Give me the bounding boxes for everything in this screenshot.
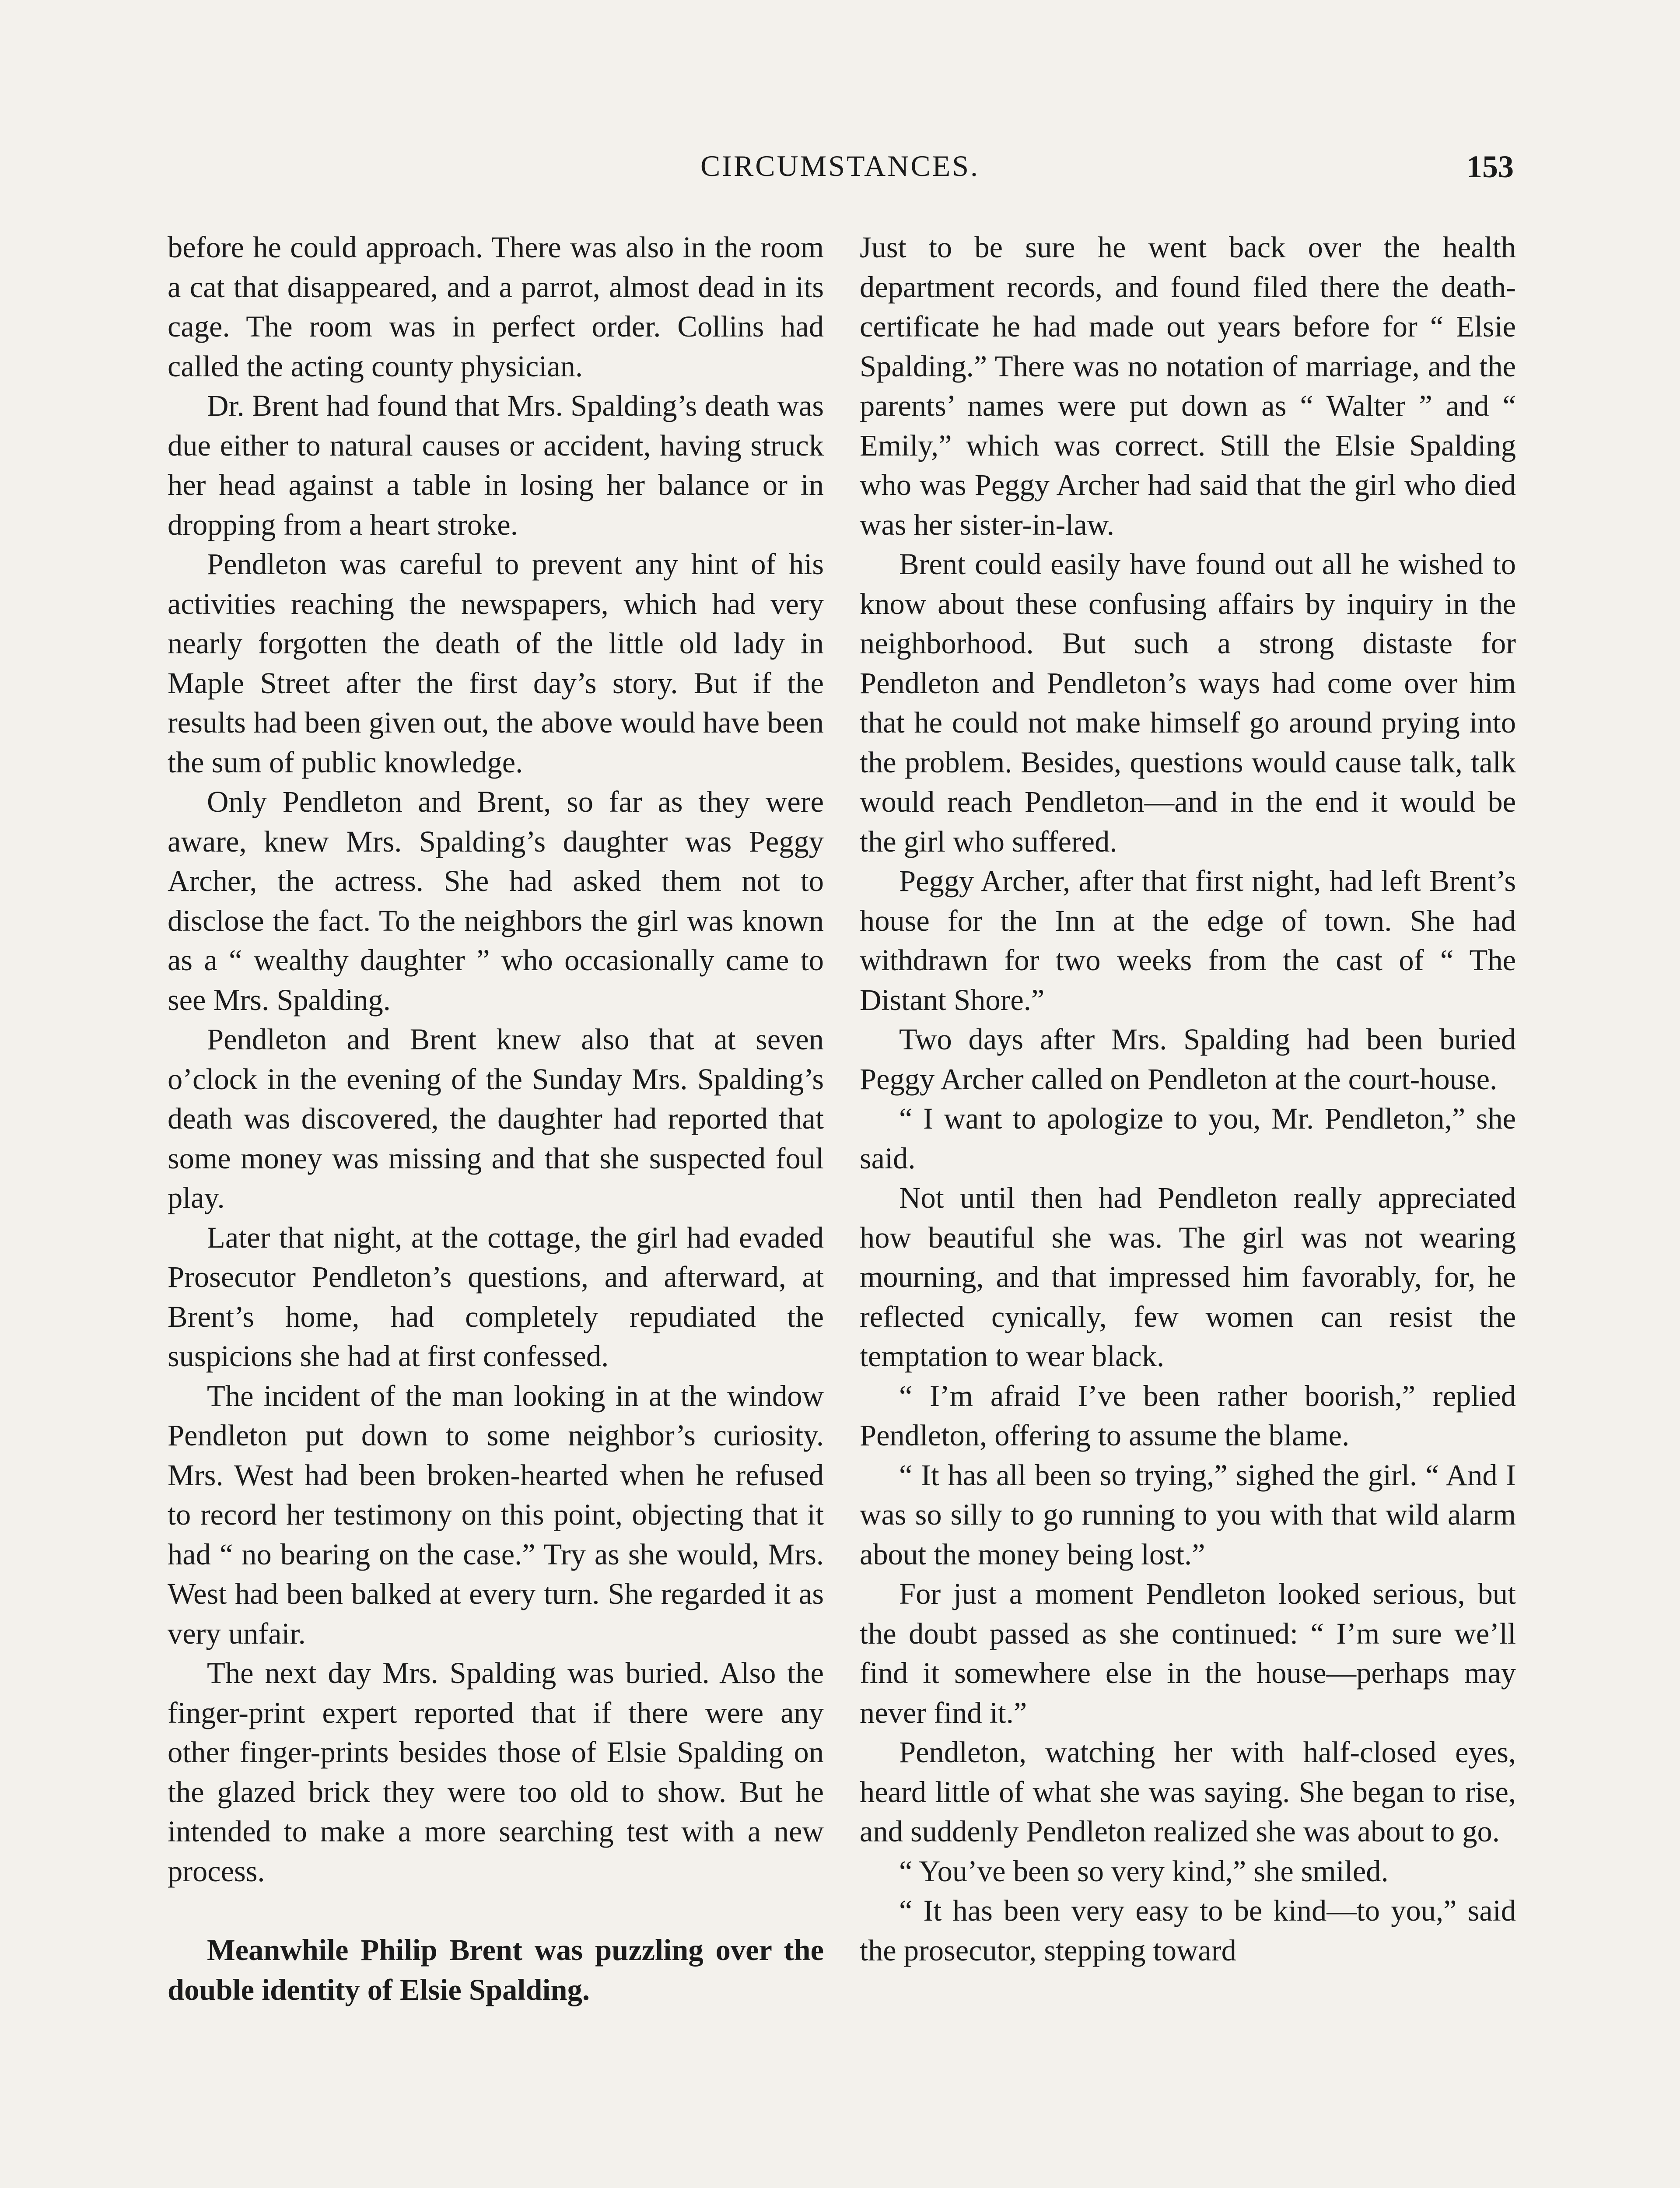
paragraph: Meanwhile Philip Brent was puzzling over the double identity of Elsie Spalding.: [168, 1933, 824, 2006]
paragraph: The incident of the man looking in at the window Pendleton put down to some neighbor’s curiosity. Mrs. West had been broken-hearted when he refused to record her testimony on this point, objecting that it had “ no bearing on the case.” Try as she would, Mrs. West had been balked at every turn. She regarded it as very unfair.: [168, 1379, 824, 1650]
paragraph: For just a moment Pendleton looked serious, but the doubt passed as she continued: “ I’m sure we’ll find it somewhere else in the house—perhaps may never find it.”: [860, 1577, 1516, 1729]
paragraph: “ I’m afraid I’ve been rather boorish,” replied Pendleton, offering to assume the blame.: [860, 1379, 1516, 1452]
paragraph: Pendleton was careful to prevent any hint of his activities reaching the newspapers, which had very nearly forgotten the death of the little old lady in Maple Street after the first day’s story. But if the results had been given out, the above would have been the sum of public knowledge.: [168, 547, 824, 779]
running-head: CIRCUMSTANCES.: [700, 149, 980, 182]
paragraph: Later that night, at the cottage, the girl had evaded Prosecutor Pendleton’s questions, and afterward, at Brent’s home, had completely repudiated the suspicions she had at first confessed.: [168, 1220, 824, 1373]
paragraph: Dr. Brent had found that Mrs. Spalding’s death was due either to natural causes or accident, having struck her head against a table in losing her balance or in dropping from a heart stroke.: [168, 389, 824, 541]
paragraph: Not until then had Pendleton really appreciated how beautiful she was. The girl was not wearing mourning, and that impressed him favorably, for, he reflected cynically, few women can resist the temptation to wear black.: [860, 1181, 1516, 1373]
paragraph: Only Pendleton and Brent, so far as they were aware, knew Mrs. Spalding’s daughter was Peggy Archer, the actress. She had asked them not to disclose the fact. To the neighbors the girl was known as a “ wealthy daughter ” who occasionally came to see Mrs. Spalding.: [168, 785, 824, 1017]
left-column: [168, 228, 824, 2009]
paragraph: Pendleton and Brent knew also that at seven o’clock in the evening of the Sunday Mrs. Spalding’s death was discovered, the daughter had reported that some money was missing and that she suspected foul play.: [168, 1023, 824, 1214]
page-header: [166, 149, 1514, 197]
paragraph: Brent could easily have found out all he wished to know about these confusing affairs by inquiry in the neighborhood. But such a strong distaste for Pendleton and Pendleton’s ways had come over him that he could not make himself go around prying into the problem. Besides, questions would cause talk, talk would reach Pendleton—and in the end it would be the girl who suffered.: [860, 547, 1516, 858]
paragraph: Just to be sure he went back over the health department records, and found filed there the death-certificate he had made out years before for “ Elsie Spalding.” There was no notation of marriage, and the parents’ names were put down as “ Walter ” and “ Emily,” which was correct. Still the Elsie Spalding who was Peggy Archer had said that the girl who died was her sister-in-law.: [860, 231, 1516, 541]
paragraph: The next day Mrs. Spalding was buried. Also the finger-print expert reported that if there were any other finger-prints besides those of Elsie Spalding on the glazed brick they were too old to show. But he intended to make a more searching test with a new process.: [168, 1656, 824, 1888]
right-column: [860, 228, 1516, 1970]
paragraph: “ It has all been so trying,” sighed the girl. “ And I was so silly to go running to you with that wild alarm about the money being lost.”: [860, 1458, 1516, 1571]
paragraph: Two days after Mrs. Spalding had been buried Peggy Archer called on Pendleton at the court-house.: [860, 1023, 1516, 1096]
paragraph: “ It has been very easy to be kind—to you,” said the prosecutor, stepping toward: [860, 1894, 1516, 1967]
paragraph: before he could approach. There was also in the room a cat that disappeared, and a parrot, almost dead in its cage. The room was in perfect order. Collins had called the acting county physician.: [168, 231, 824, 383]
page-number: 153: [1466, 149, 1514, 184]
paragraph: Pendleton, watching her with half-closed eyes, heard little of what she was saying. She began to rise, and suddenly Pendleton realized she was about to go.: [860, 1736, 1516, 1848]
paragraph: Peggy Archer, after that first night, had left Brent’s house for the Inn at the edge of town. She had withdrawn for two weeks from the cast of “ The Distant Shore.”: [860, 864, 1516, 1017]
paragraph: “ I want to apologize to you, Mr. Pendleton,” she said.: [860, 1102, 1516, 1175]
paragraph: “ You’ve been so very kind,” she smiled.: [899, 1854, 1389, 1888]
